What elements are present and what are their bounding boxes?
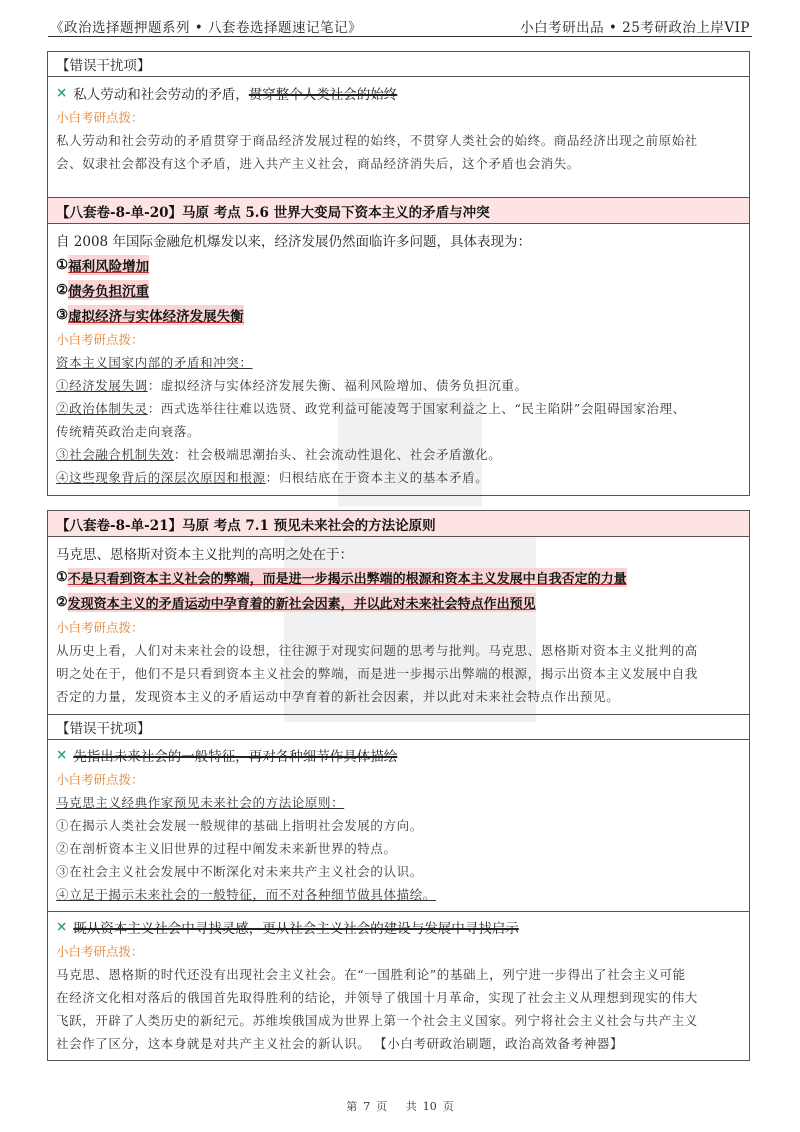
answer-point: [56, 590, 741, 615]
note-line: 马克思主义经典作家预见未来社会的方法论原则：: [56, 795, 345, 810]
error-option-struck: 贯穿整个人类社会的始终: [248, 87, 398, 103]
error-section-label: [48, 52, 749, 77]
note-line: ③社会融合机制失效：社会极端思潮抬头、社会流动性退化、社会矛盾激化。: [56, 447, 502, 462]
point-num: ②: [56, 281, 69, 298]
error-option: [56, 915, 741, 939]
question-body: [48, 537, 749, 715]
point-num: ①: [56, 570, 68, 585]
total-unit: 页: [442, 1100, 454, 1113]
block-prev-question: [47, 51, 750, 203]
header-publisher: 小白考研出品 • 25考研政治上岸VIP: [520, 20, 750, 36]
question-block-20: [47, 197, 750, 496]
note-line: 飞跃，开辟了人类历史的新纪元。苏维埃俄国成为世界上第一个社会主义国家。列宁将社会主义社会与共产主义: [56, 1013, 698, 1028]
question-title: 【八套卷-8-单-21】马原 考点 7.1 预见未来社会的方法论原则: [48, 511, 749, 537]
question-stem: 自 2008 年国际金融危机爆发以来，经济发展仍然面临许多问题，具体表现为：: [56, 234, 531, 250]
point-num: ③: [56, 306, 69, 323]
note-line: ②政治体制失灵：西式选举往往难以选贤、政党利益可能凌驾于国家利益之上、“民主陷阱”会阻碍国家治理、: [56, 401, 686, 416]
note-text: 社会作了区分，这本身就是对共产主义社会的新认识。: [56, 1036, 371, 1051]
point-text: 虚拟经济与实体经济发展失衡: [68, 305, 244, 325]
question-stem: 马克思、恩格斯对资本主义批判的高明之处在于：: [56, 547, 353, 563]
comment-label: 小白考研点拨：: [56, 110, 144, 125]
note-line: 私人劳动和社会劳动的矛盾贯穿于商品经济发展过程的始终，不贯穿人类社会的始终。商品经济出现之前原始社: [56, 133, 698, 148]
total-label: 共: [405, 1100, 417, 1113]
error-section-label: [48, 715, 749, 740]
note-line: ①在揭示人类社会发展一般规律的基础上指明社会发展的方向。: [56, 818, 423, 833]
answer-point: [56, 565, 741, 590]
answer-point: [56, 302, 741, 327]
point-num: ②: [56, 595, 68, 610]
point-text: 福利风险增加: [68, 255, 149, 275]
page-number: 7: [363, 1100, 371, 1113]
wrong-x-icon: ×: [56, 747, 68, 763]
note-line: [56, 1032, 741, 1055]
note-line: 明之处在于，他们不是只看到资本主义社会的弊端，而是进一步揭示出弊端的根源，揭示出资本主义发展中自我: [56, 666, 698, 681]
error-label-text: 【错误干扰项】: [56, 58, 151, 74]
note-line: ①经济发展失调：虚拟经济与实体经济发展失衡、福利风险增加、债务负担沉重。: [56, 378, 528, 393]
note-line: 从历史上看，人们对未来社会的设想，往往源于对现实问题的思考与批判。马克思、恩格斯对资本主义批判的高: [56, 643, 698, 658]
error-option: [56, 81, 397, 105]
page-footer: [0, 1098, 800, 1114]
point-text: 发现资本主义的矛盾运动中孕育着的新社会因素，并以此对未来社会特点作出预见: [68, 593, 536, 612]
comment-label: 小白考研点拨：: [56, 332, 144, 347]
point-num: ①: [56, 256, 69, 273]
note-line: ②在剖析资本主义旧世界的过程中阐发未来新世界的特点。: [56, 841, 397, 856]
answer-point: [56, 252, 741, 277]
note-line: ③在社会主义社会发展中不断深化对未来共产主义社会的认识。: [56, 864, 423, 879]
note-line: 资本主义国家内部的矛盾和冲突：: [56, 355, 253, 370]
comment-label: 小白考研点拨：: [56, 944, 144, 959]
answer-point: [56, 277, 741, 302]
error-option-struck: 先指出未来社会的一般特征，再对各种细节作具体描绘: [73, 749, 398, 765]
note-line: 传统精英政治走向衰落。: [56, 424, 201, 439]
note-line: ④立足于揭示未来社会的一般特征，而不对各种细节做具体描绘。: [56, 887, 436, 902]
note-line: 马克思、恩格斯的时代还没有出现社会主义社会。在“一国胜利论”的基础上，列宁进一步得出了社会主义可能: [56, 967, 686, 982]
comment-note: [56, 351, 741, 489]
error-option-block: [48, 740, 749, 912]
wrong-x-icon: ×: [56, 85, 68, 101]
comment-note: [56, 639, 741, 708]
error-option-block: [48, 912, 749, 1060]
page-label: 第: [346, 1100, 358, 1113]
page-unit: 页: [376, 1100, 388, 1113]
comment-label: 小白考研点拨：: [56, 620, 144, 635]
comment-label: 小白考研点拨：: [56, 772, 144, 787]
total-pages: 10: [422, 1100, 437, 1113]
promo-tag: 【小白考研政治刷题，政治高效备考神器】: [380, 1036, 624, 1051]
comment-note: [56, 963, 741, 1055]
error-option-struck: 既从资本主义社会中寻找灵感，更从社会主义社会的建设与发展中寻找启示: [73, 921, 519, 937]
note-line: 否定的力量，发现资本主义的矛盾运动中孕育着的新社会因素，并以此对未来社会特点作出预见。: [56, 689, 620, 704]
error-option-block: [48, 77, 749, 202]
comment-note: [56, 129, 698, 175]
point-text: 债务负担沉重: [68, 280, 149, 300]
note-line: 会、奴隶社会都没有这个矛盾，进入共产主义社会，商品经济消失后，这个矛盾也会消失。: [56, 156, 581, 171]
wrong-x-icon: ×: [56, 919, 68, 935]
note-line: 在经济文化相对落后的俄国首先取得胜利的结论，并领导了俄国十月革命，实现了社会主义从理想到现实的伟大: [56, 990, 698, 1005]
question-block-21: [47, 510, 750, 1061]
error-option: [56, 743, 741, 767]
error-label-text: 【错误干扰项】: [56, 721, 151, 737]
header-doc-title: 《政治选择题押题系列 • 八套卷选择题速记笔记》: [50, 20, 363, 36]
point-text: 不是只看到资本主义社会的弊端，而是进一步揭示出弊端的根源和资本主义发展中自我否定的力量: [68, 568, 627, 587]
comment-note: [56, 791, 741, 906]
question-title: 【八套卷-8-单-20】马原 考点 5.6 世界大变局下资本主义的矛盾与冲突: [48, 198, 749, 224]
error-option-plain: 私人劳动和社会劳动的矛盾，: [73, 87, 249, 103]
note-line: ④这些现象背后的深层次原因和根源：归根结底在于资本主义的基本矛盾。: [56, 470, 489, 485]
page-header: [48, 10, 752, 37]
question-body: [48, 224, 749, 495]
